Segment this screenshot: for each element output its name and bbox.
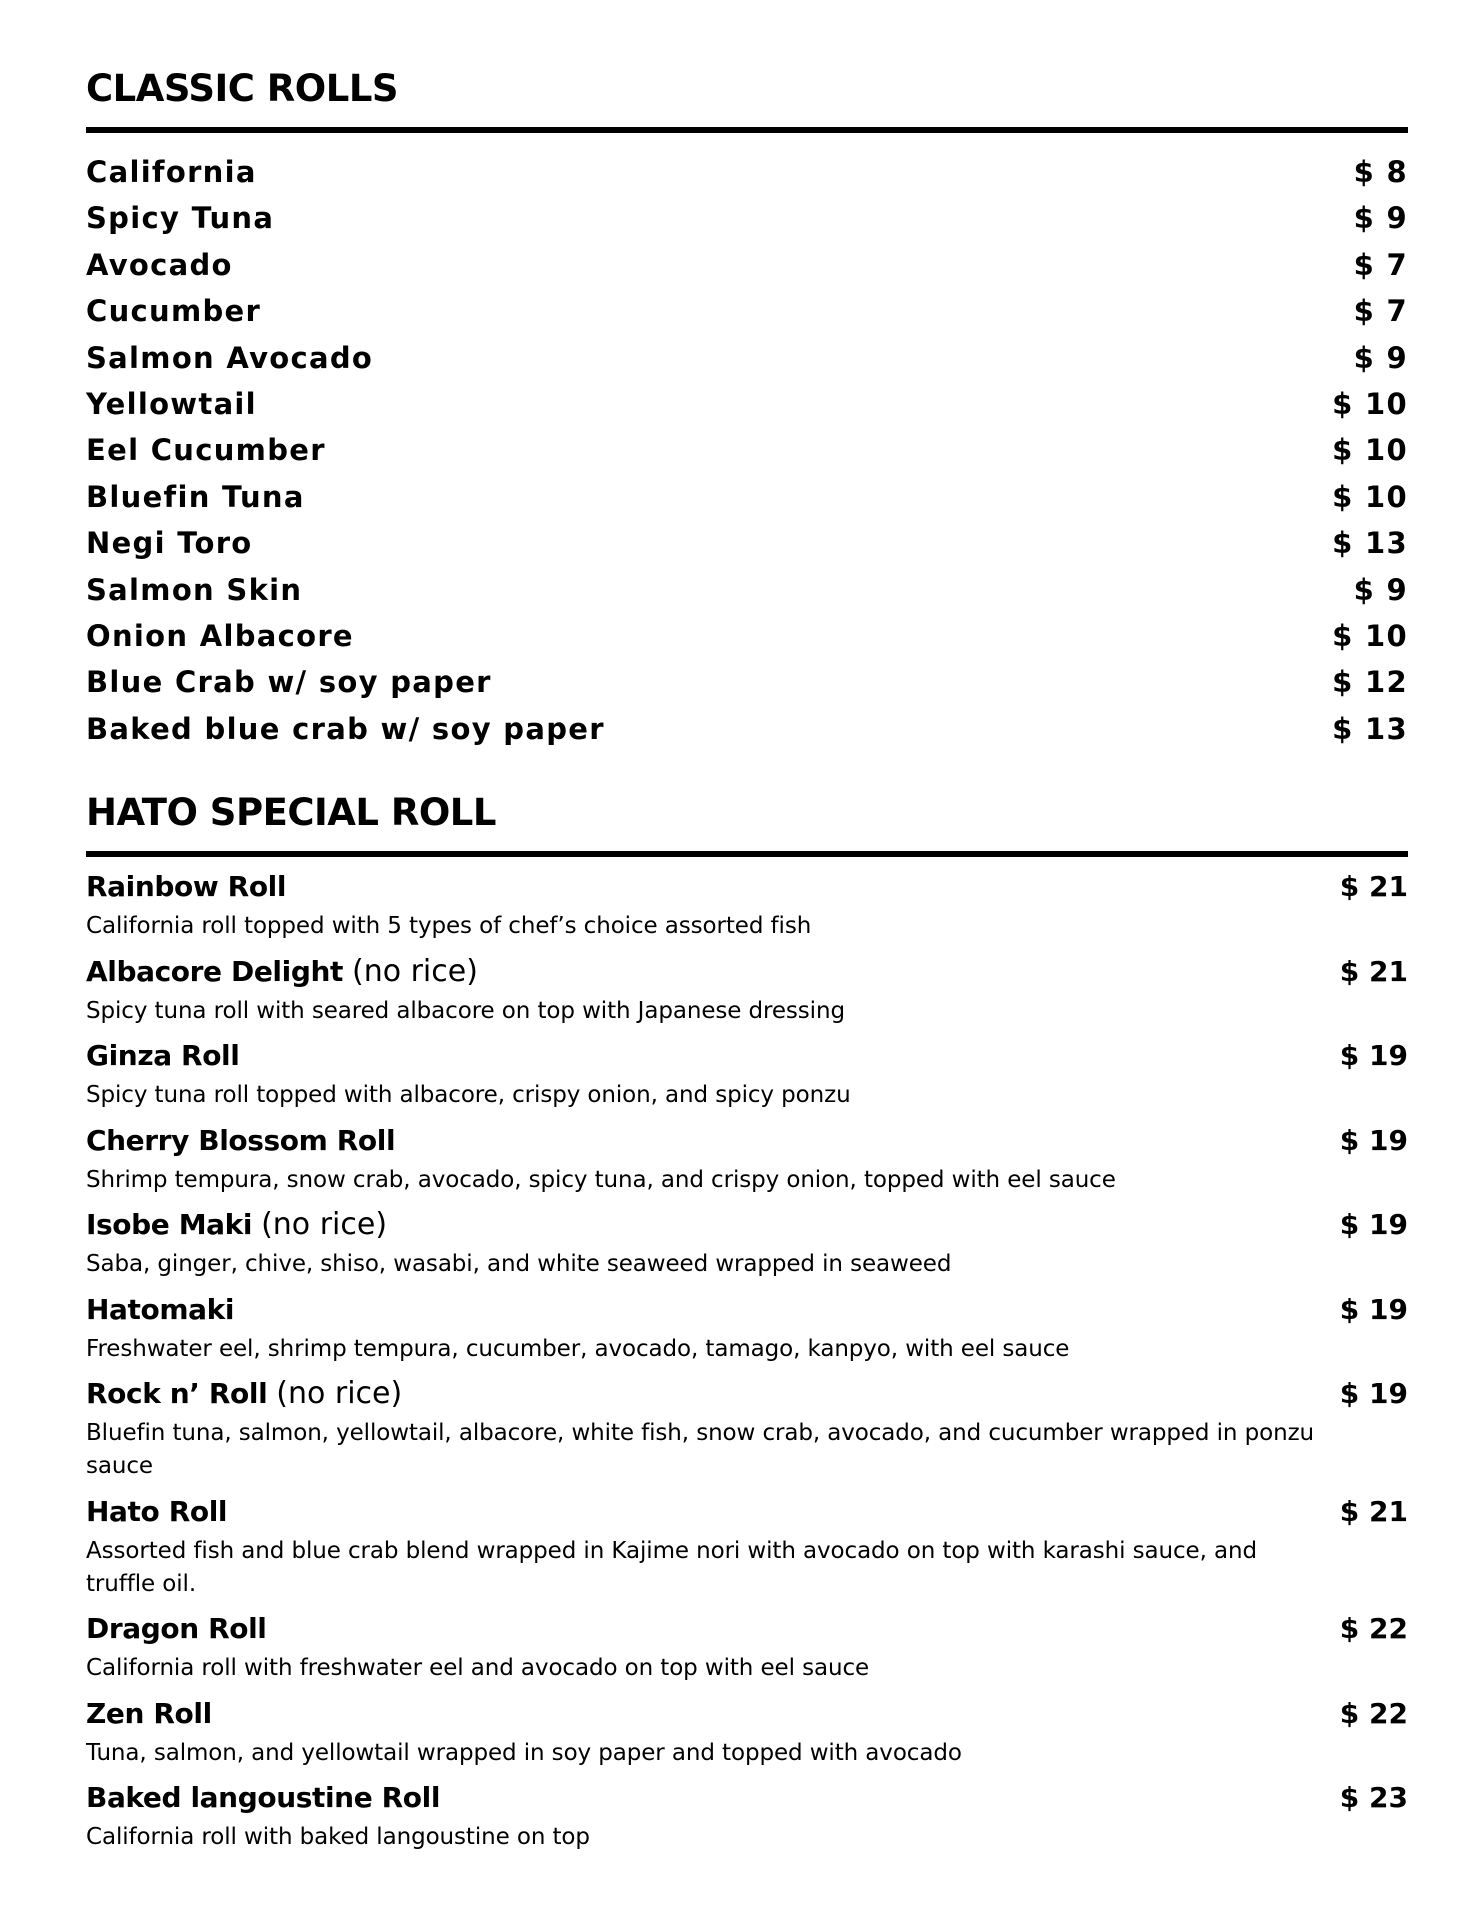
item-name: Bluefin Tuna: [86, 479, 305, 514]
item-price: $ 21: [1339, 870, 1408, 903]
classic-rolls-list: [86, 155, 1408, 758]
menu-item: [86, 1494, 1408, 1611]
item-name: Ginza Roll: [86, 1039, 240, 1072]
item-note: (no rice): [261, 1207, 388, 1242]
menu-item: [86, 433, 1408, 479]
menu-item: [86, 1696, 1408, 1781]
item-price: $ 19: [1339, 1377, 1408, 1410]
item-name: Baked langoustine Roll: [86, 1781, 441, 1814]
item-description: Saba, ginger, chive, shiso, wasabi, and white seaweed wrapped in seaweed: [86, 1251, 952, 1277]
special-rolls-list: [86, 869, 1408, 1865]
item-price: $ 21: [1339, 1495, 1408, 1528]
menu-item: [86, 665, 1408, 711]
menu-item: [86, 1123, 1408, 1208]
item-price: $ 10: [1332, 433, 1408, 468]
item-description: Shrimp tempura, snow crab, avocado, spicy tuna, and crispy onion, topped with eel sauce: [86, 1166, 1116, 1193]
item-price: $ 19: [1339, 1292, 1408, 1326]
item-name: Blue Crab w/ soy paper: [86, 665, 492, 700]
item-price: $ 9: [1353, 340, 1408, 375]
classic-rolls-title: CLASSIC ROLLS: [86, 67, 399, 110]
item-name: Eel Cucumber: [86, 433, 326, 468]
item-price: $ 22: [1339, 1696, 1408, 1730]
item-name: Cucumber: [86, 294, 262, 329]
item-name: California: [86, 155, 257, 189]
item-name: Isobe Maki: [86, 1208, 253, 1241]
item-name: Albacore Delight: [86, 954, 343, 988]
menu-item: [86, 1376, 1408, 1494]
item-price: $ 19: [1339, 1123, 1408, 1157]
menu-item: [86, 201, 1408, 247]
menu-item: [86, 1292, 1408, 1377]
item-price: $ 13: [1332, 711, 1408, 746]
menu-item: [86, 573, 1408, 619]
item-description: Spicy tuna roll with seared albacore on top with Japanese dressing: [86, 997, 845, 1024]
item-name: Rock n’ Roll: [86, 1377, 268, 1410]
item-name: Salmon Avocado: [86, 340, 374, 375]
classic-rolls-section: [86, 67, 1408, 758]
item-name: Hato Roll: [86, 1495, 228, 1528]
item-description: Assorted fish and blue crab blend wrapped in Kajime nori with avocado on top with karashi sauce, and truffle oil.: [86, 1538, 1257, 1597]
menu-item: [86, 526, 1408, 572]
special-rolls-divider: [86, 851, 1408, 857]
menu-item: [86, 155, 1408, 201]
item-price: $ 9: [1353, 572, 1408, 607]
menu-item: [86, 1038, 1408, 1123]
classic-rolls-divider: [86, 127, 1408, 133]
item-price: $ 21: [1339, 954, 1408, 988]
item-price: $ 10: [1332, 479, 1408, 514]
menu-item: [86, 341, 1408, 387]
menu-item: [86, 294, 1408, 340]
item-name: Baked blue crab w/ soy paper: [86, 711, 605, 746]
item-description: California roll topped with 5 types of chef’s choice assorted fish: [86, 913, 812, 939]
item-name: Avocado: [86, 247, 233, 282]
item-name: Yellowtail: [86, 386, 257, 421]
item-name: Negi Toro: [86, 526, 253, 561]
item-description: Bluefin tuna, salmon, yellowtail, albacore, white fish, snow crab, avocado, and cucumber wrapped in ponzu sauce: [86, 1420, 1315, 1479]
item-name: Cherry Blossom Roll: [86, 1123, 396, 1157]
item-name: Rainbow Roll: [86, 870, 287, 903]
menu-item: [86, 869, 1408, 954]
item-description: Freshwater eel, shrimp tempura, cucumber, avocado, tamago, kanpyo, with eel sauce: [86, 1335, 1070, 1362]
menu-item: [86, 480, 1408, 526]
item-price: $ 9: [1353, 201, 1408, 236]
item-name: Spicy Tuna: [86, 201, 275, 236]
menu-item: [86, 1611, 1408, 1696]
special-rolls-title: HATO SPECIAL ROLL: [86, 791, 496, 834]
item-name: Dragon Roll: [86, 1612, 267, 1645]
item-price: $ 7: [1353, 247, 1408, 282]
item-price: $ 23: [1339, 1781, 1408, 1814]
item-name: Salmon Skin: [86, 572, 303, 607]
item-description: California roll with freshwater eel and avocado on top with eel sauce: [86, 1655, 870, 1681]
menu-item: [86, 1780, 1408, 1865]
item-description: California roll with baked langoustine on top: [86, 1824, 590, 1850]
item-description: Tuna, salmon, and yellowtail wrapped in soy paper and topped with avocado: [86, 1739, 962, 1766]
item-name: Hatomaki: [86, 1292, 235, 1326]
menu-item: [86, 387, 1408, 433]
item-note: (no rice): [351, 953, 478, 989]
menu-item: [86, 1207, 1408, 1292]
menu-item: [86, 248, 1408, 294]
item-price: $ 7: [1353, 294, 1408, 329]
item-price: $ 19: [1339, 1208, 1408, 1241]
item-price: $ 19: [1339, 1039, 1408, 1072]
item-note: (no rice): [276, 1376, 403, 1411]
item-price: $ 12: [1332, 665, 1408, 700]
menu-item: [86, 712, 1408, 758]
item-price: $ 8: [1353, 155, 1408, 189]
menu-item: [86, 954, 1408, 1039]
special-rolls-section: [86, 791, 1408, 1865]
item-name: Onion Albacore: [86, 618, 354, 653]
menu-item: [86, 619, 1408, 665]
item-price: $ 22: [1339, 1612, 1408, 1645]
item-price: $ 10: [1332, 386, 1408, 421]
item-name: Zen Roll: [86, 1696, 212, 1730]
item-price: $ 13: [1332, 526, 1408, 561]
item-description: Spicy tuna roll topped with albacore, crispy onion, and spicy ponzu: [86, 1082, 851, 1108]
item-price: $ 10: [1332, 618, 1408, 653]
